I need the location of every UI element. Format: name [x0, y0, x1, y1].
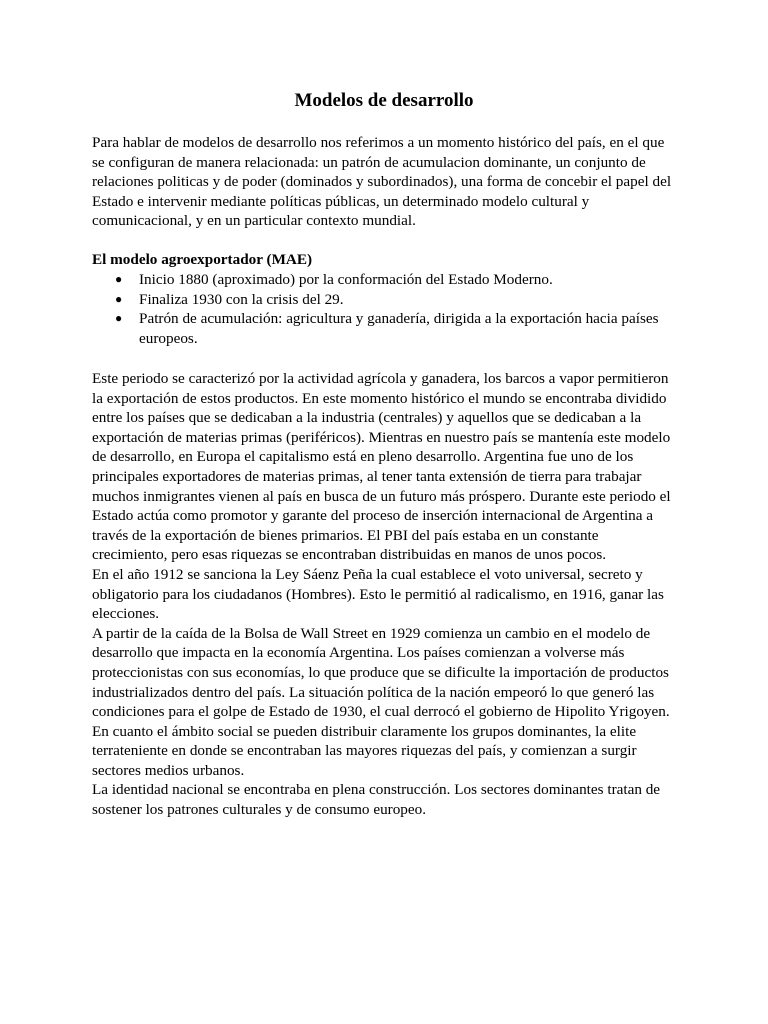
- body-paragraph: A partir de la caída de la Bolsa de Wall Street en 1929 comienza un cambio en el modelo de desarrollo que impacta en la economía Argentina. Los países comienzan a volverse más proteccionistas con sus economías, lo que produce que se dificulte la importación de productos industrializados dentro del país. La situación política de la nación empeoró lo que generó las condiciones para el golpe de Estado de 1930, el cual derrocó el gobierno de Hipolito Yrigoyen.: [92, 624, 670, 721]
- bullet-item: [92, 290, 676, 310]
- document-title: Modelos de desarrollo: [294, 90, 474, 111]
- intro-paragraph: Para hablar de modelos de desarrollo nos referimos a un momento histórico del país, en el que se configuran de manera relacionada: un patrón de acumulacion dominante, un conjunto de relaciones politicas y de poder (dominados y subordinados), una forma de concebir el papel del Estado e intervenir mediante políticas públicas, un determinado modelo cultural y comunicacional, y en un particular contexto mundial.: [92, 134, 672, 230]
- section-heading: El modelo agroexportador (MAE): [92, 251, 313, 268]
- bullet-item: [92, 270, 676, 290]
- bullet-text: Inicio 1880 (aproximado) por la conformación del Estado Moderno.: [139, 271, 553, 288]
- bullet-dot-icon: ●: [115, 272, 123, 286]
- body-text: [92, 369, 676, 820]
- body-paragraph: En cuanto el ámbito social se pueden distribuir claramente los grupos dominantes, la elite terrateniente en donde se encontraban las mayores riquezas del país, y comienzan a surgir sectores medios urbanos.: [92, 722, 637, 779]
- bullet-dot-icon: ●: [115, 311, 123, 326]
- bullet-text: Patrón de acumulación: agricultura y ganadería, dirigida a la exportación hacia países europeos.: [139, 310, 659, 347]
- bullet-text: Finaliza 1930 con la crisis del 29.: [139, 290, 344, 308]
- body-paragraph: En el año 1912 se sanciona la Ley Sáenz Peña la cual establece el voto universal, secreto y obligatorio para los ciudadanos (Hombres). Esto le permitió al radicalismo, en 1916, ganar las elecciones.: [92, 565, 664, 623]
- bullet-dot-icon: ●: [115, 291, 123, 306]
- bullet-item: [92, 309, 676, 348]
- body-paragraph: La identidad nacional se encontraba en plena construcción. Los sectores dominantes tratan de sostener los patrones culturales y de consumo europeo.: [92, 781, 661, 819]
- body-paragraph: Este periodo se caracterizó por la actividad agrícola y ganadera, los barcos a vapor permitieron la exportación de estos productos. En este momento histórico el mundo se encontraba dividido entre los países que se dedicaban a la industria (centrales) y aquellos que se dedicaban a la exportación de materias primas (periféricos). Mientras en nuestro país se mantenía este modelo de desarrollo, en Europa el capitalismo está en pleno desarrollo. Argentina fue uno de los principales exportadores de materias primas, al tener tanta extensión de tierra para trabajar muchos inmigrantes vienen al país en busca de un futuro más próspero. Durante este periodo el Estado actúa como promotor y garante del proceso de inserción internacional de Argentina a través de la exportación de bienes primarios. El PBI del país estaba en un constante crecimiento, pero esas riquezas se encontraban distribuidas en manos de unos pocos.: [92, 370, 671, 564]
- bullet-list: [92, 270, 676, 348]
